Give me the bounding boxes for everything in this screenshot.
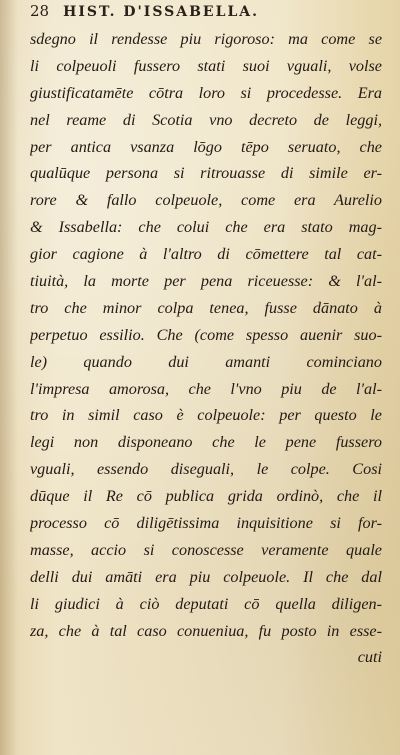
text-line: sdegno il rendesse piu rigoroso: ma come se	[30, 30, 382, 48]
text-line: za, che à tal caso conueniua, fu posto in esse-	[30, 621, 382, 640]
body-text	[30, 26, 382, 671]
text-line: vguali, essendo diseguali, le colpe. Cosi	[30, 460, 382, 479]
gutter-shadow	[0, 0, 18, 755]
text-line: delli dui amāti era piu colpeuole. Il che dal	[30, 567, 382, 586]
text-line: per antica vsanza lōgo tēpo seruato, che	[30, 137, 382, 156]
text-line: masse, accio si conoscesse veramente quale	[30, 540, 382, 559]
text-line: processo cō diligētissima inquisitione si for-	[30, 514, 382, 533]
text-line: dūque il Re cō publica grida ordinò, che il	[30, 487, 382, 506]
page-number: 28	[30, 2, 50, 20]
text-line: tro in simil caso è colpeuole: per questo le	[30, 406, 382, 425]
text-line: le) quando dui amanti cominciano	[30, 352, 382, 371]
text-line: tiuità, la morte per pena riceuesse: & l'al-	[30, 272, 382, 291]
text-line: perpetuo essilio. Che (come spesso auenir suo-	[30, 325, 382, 344]
text-line: gior cagione à l'altro di cōmettere tal cat-	[30, 245, 382, 264]
catchword: cuti	[357, 648, 382, 667]
text-line: li colpeuoli fussero stati suoi vguali, volse	[30, 56, 382, 75]
text-line: tro che minor colpa tenea, fusse dānato à	[30, 298, 382, 317]
text-line: li giudici à ciò deputati cō quella diligen-	[30, 594, 382, 613]
text-line: l'impresa amorosa, che l'vno piu de l'al-	[30, 379, 382, 398]
text-line: nel reame di Scotia vno decreto de leggi,	[30, 110, 382, 129]
text-line: & Issabella: che colui che era stato mag-	[30, 218, 382, 237]
text-line: rore & fallo colpeuole, come era Aurelio	[30, 191, 382, 210]
text-line: qualūque persona si ritrouasse di simile er-	[30, 164, 382, 183]
text-line: giustificatamēte cōtra loro si procedesse. Era	[30, 83, 382, 102]
running-head	[30, 2, 259, 22]
running-title: HIST. D'ISSABELLA.	[63, 4, 260, 20]
text-line: legi non disponeano che le pene fussero	[30, 433, 382, 452]
